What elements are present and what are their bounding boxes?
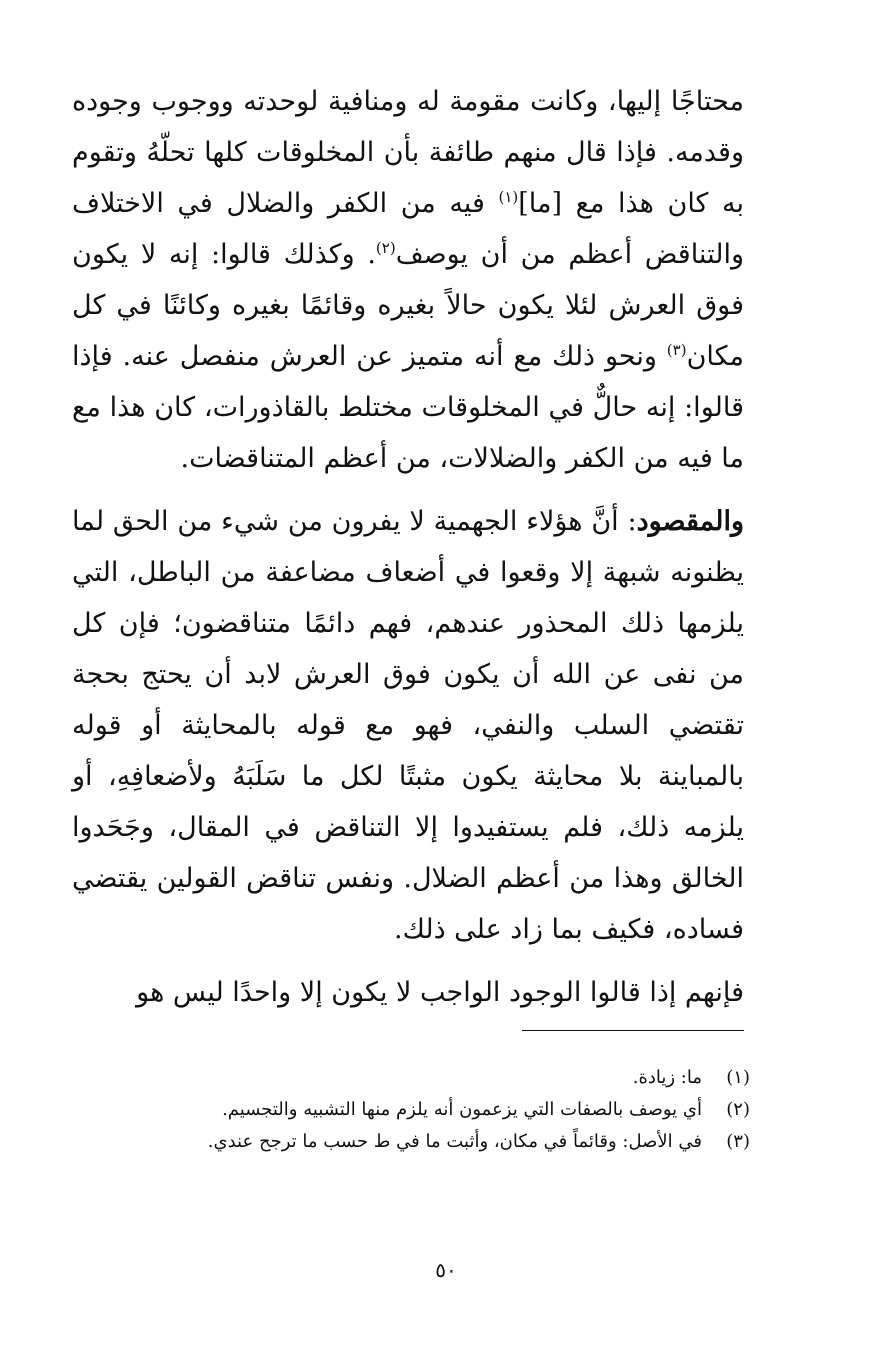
footnotes [120, 1062, 750, 1158]
footnote-number: (١) [726, 1067, 750, 1088]
paragraph-2-lead-word: والمقصود [636, 506, 744, 537]
paragraph-2 [72, 496, 744, 955]
paragraph-1-part-1: محتاجًا إليها، وكانت مقومة له ومنافية لوحدته ووجوب وجوده وقدمه. فإذا قال منهم طائفة بأن المخلوقات كلها تحلّهُ وتقوم به كان هذا مع [ما] [72, 86, 744, 219]
page-number: ٥٠ [435, 1258, 457, 1282]
footnote-separator [522, 1030, 744, 1031]
footnote-text: في الأصل: وقائماً في مكان، وأثبت ما في ط حسب ما ترجح عندي. [207, 1131, 702, 1152]
paragraph-1-part-3: . وكذلك قالوا: إنه لا يكون فوق العرش لئلا يكون حالاً بغيره وقائمًا بغيره وكائنًا في كل مكان [72, 239, 744, 372]
footnote-number: (٢) [726, 1099, 750, 1120]
footnote-1 [120, 1062, 750, 1094]
paragraph-3 [72, 967, 744, 1018]
paragraph-1-part-4: ونحو ذلك مع أنه متميز عن العرش منفصل عنه. فإذا قالوا: إنه حالٌّ في المخلوقات مختلط بالقاذورات، كان هذا مع ما فيه من الكفر والضلالات، من أعظم المتناقضات. [72, 341, 744, 474]
footnote-text: أي يوصف بالصفات التي يزعمون أنه يلزم منها التشبيه والتجسيم. [222, 1099, 702, 1120]
main-text [72, 76, 744, 1018]
footnote-2 [120, 1094, 750, 1126]
paragraph-1-part-2: فيه من الكفر والضلال في الاختلاف والتناقض أعظم من أن يوصف [72, 188, 744, 270]
footnote-ref-2[interactable]: (٢) [375, 239, 396, 257]
footnote-ref-1[interactable]: (١) [498, 188, 519, 206]
footnote-text: ما: زيادة. [632, 1067, 702, 1088]
footnote-ref-3[interactable]: (٣) [666, 341, 687, 359]
footnote-3 [120, 1126, 750, 1158]
paragraph-3-text: فإنهم إذا قالوا الوجود الواجب لا يكون إلا واحدًا ليس هو [136, 977, 744, 1008]
paragraph-2-text: : أنَّ هؤلاء الجهمية لا يفرون من شيء من الحق لما يظنونه شبهة إلا وقعوا في أضعاف مضاعفة من الباطل، التي يلزمها ذلك المحذور عندهم، فهم دائمًا متناقضون؛ فإن كل من نفى عن الله أن يكون فوق العرش لابد أن يحتج بحجة تقتضي السلب والنفي، فهو مع قوله بالمحايثة أو قوله بالمباينة بلا محايثة يكون مثبتًا لكل ما سَلَبَهُ ولأضعافِهِ، أو يلزمه ذلك، فلم يستفيدوا إلا التناقض في المقال، وجَحَدوا الخالق وهذا من أعظم الضلال. ونفس تناقض القولين يقتضي فساده، فكيف بما زاد على ذلك. [72, 506, 744, 945]
footnote-number: (٣) [726, 1131, 750, 1152]
paragraph-1 [72, 76, 744, 484]
